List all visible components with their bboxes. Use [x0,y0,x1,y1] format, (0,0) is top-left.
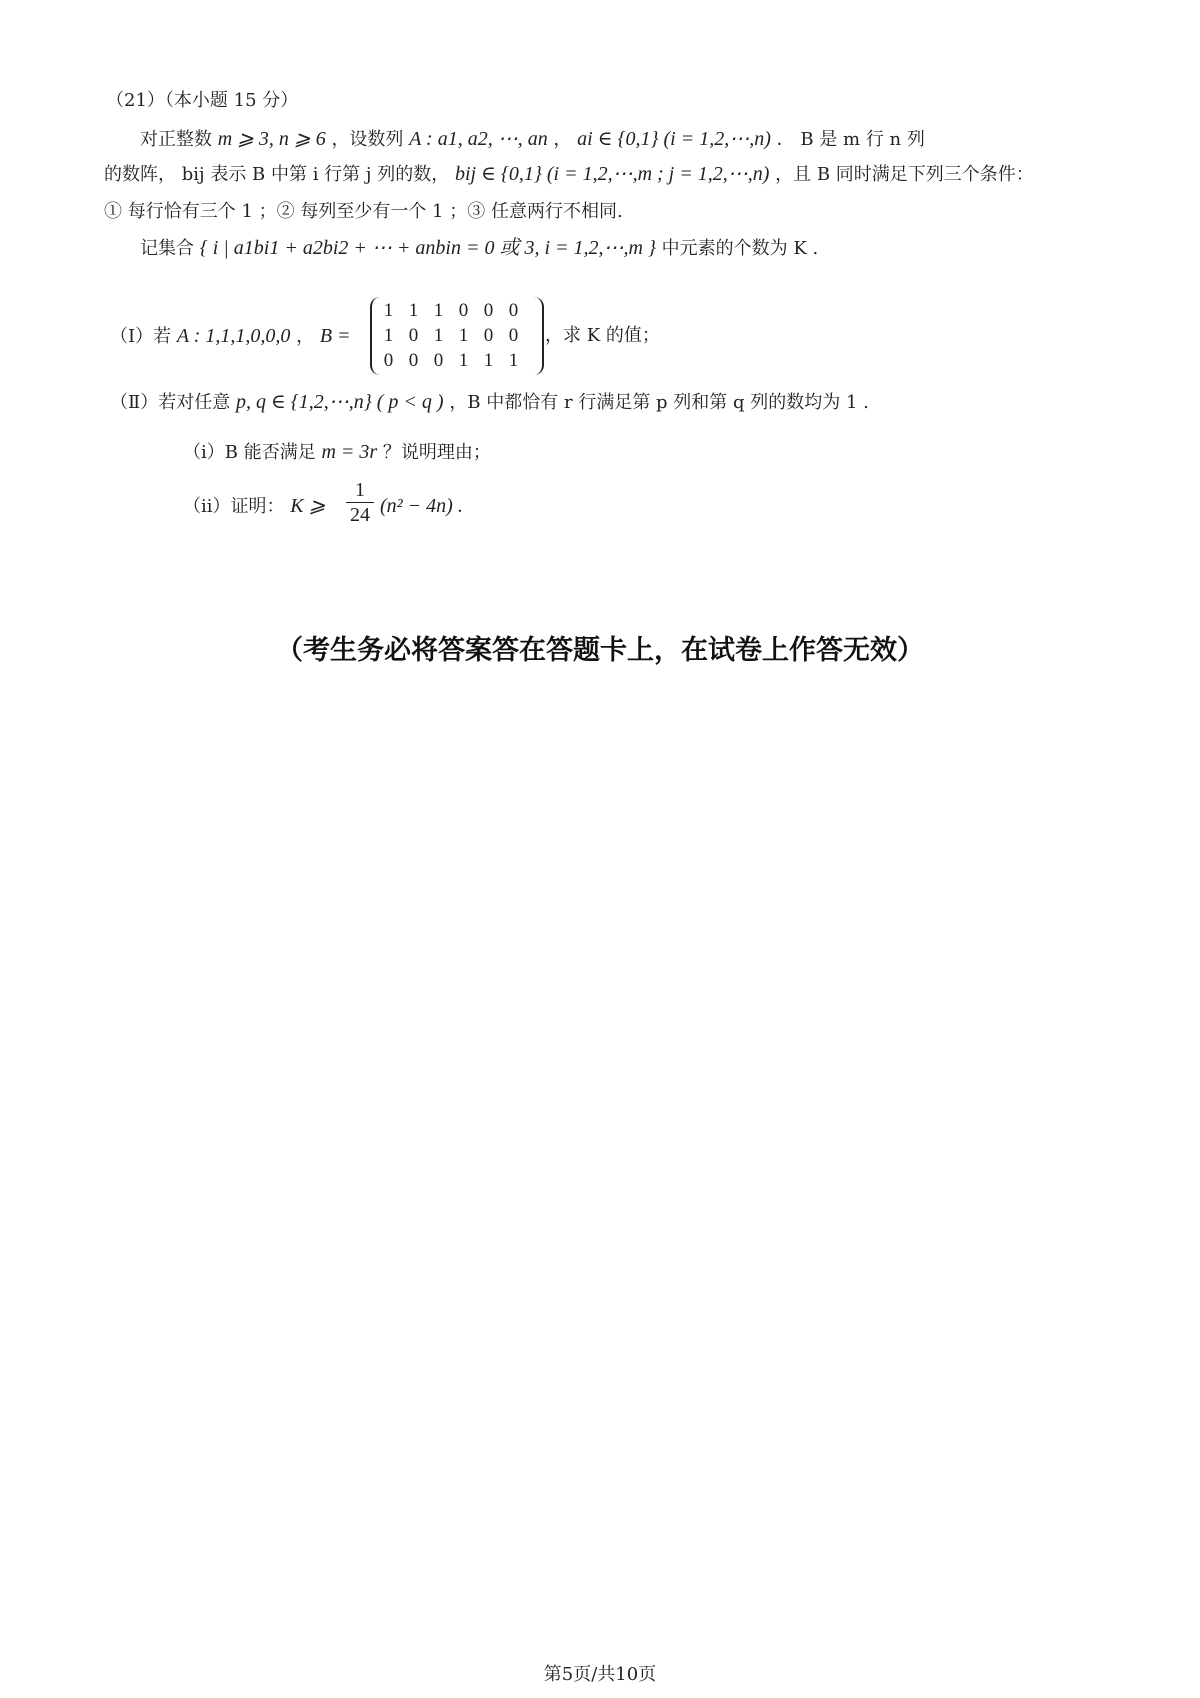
set-definition [140,236,818,261]
intro-text: 对正整数 [140,129,212,150]
sub-i-text: ？说明理由； [382,442,491,463]
matrix-cell: 1 [458,350,469,371]
set-expression: { i | a1bi1 + a2bi2 + ⋯ + anbin = 0 或 3, i = 1,2,⋯,m } [199,237,656,259]
part-1-text: ， [296,326,315,347]
intro-text: ，设数列 [331,129,404,150]
matrix-cell: 1 [433,300,444,321]
matrix-cell: 0 [458,300,469,321]
sequence-a: A : a1, a2, ⋯, an [409,128,548,150]
intro-text: B 是 m 行 n 列 [800,129,925,150]
sub-i-expression: m = 3r [321,441,378,463]
part-2-condition: p, q ∈ {1,2,⋯,n} ( p < q ) [235,391,444,413]
matrix-cell: 1 [508,350,519,371]
matrix-cell: 1 [483,350,494,371]
matrix-cell: 0 [483,300,494,321]
set-text: 记集合 [140,238,194,259]
part-1-sequence: A : 1,1,1,0,0,0 [176,325,291,347]
matrix-cell: 0 [408,325,419,346]
intro-text: ． [776,129,795,150]
matrix-cell: 0 [508,300,519,321]
sub-i-label: （ⅰ）B 能否满足 [183,442,316,463]
part-1-label: （Ⅰ）若 [110,326,172,347]
sequence-domain: ai ∈ {0,1} (i = 1,2,⋯,n) [577,128,771,150]
matrix-row [376,298,526,323]
sub-ii-k: K ⩾ [290,495,326,517]
part-2-label: （Ⅱ）若对任意 [110,392,231,413]
intro-text: bij 表示 B 中第 i 行第 j 列的数， [181,164,450,185]
fraction-denominator: 24 [350,504,370,526]
conditions-line: ① 每行恰有三个 1 ；② 每列至少有一个 1 ；③ 任意两行不相同. [104,201,623,222]
sub-ii-label: （ⅱ）证明： [183,496,285,517]
page-footer: 第5页/共10页 [543,1664,657,1685]
matrix-cell: 1 [408,300,419,321]
matrix-domain: bij ∈ {0,1} (i = 1,2,⋯,m ; j = 1,2,⋯,n) [454,163,770,185]
matrix-cell: 1 [433,325,444,346]
sub-question-ii [183,494,325,519]
part-2-text: ，B 中都恰有 r 行满足第 p 列和第 q 列的数均为 1 . [449,392,869,413]
matrix-row [376,348,526,373]
matrix-cell: 0 [508,325,519,346]
part-1-line [110,324,351,349]
matrix-cell: 0 [408,350,419,371]
matrix-cell: 0 [483,325,494,346]
sub-ii-tail [380,494,463,519]
intro-line-1 [140,127,925,152]
intro-text: ，且 B 同时满足下列三个条件： [775,164,1034,185]
question-header: （21）（本小题 15 分） [106,90,299,111]
exam-notice: （考生务必将答案答在答题卡上，在试卷上作答无效） [276,635,924,666]
part-1-ask: ，求 K 的值； [545,325,660,346]
set-text: 中元素的个数为 K . [661,238,819,259]
sub-ii-expression: (n² − 4n) . [380,495,463,517]
part-1-b-equals: B = [319,325,351,347]
part-2-line [110,390,869,415]
intro-condition: m ⩾ 3, n ⩾ 6 [217,128,326,150]
matrix-cell: 1 [383,325,394,346]
fraction [345,478,375,527]
intro-line-2 [104,162,1034,187]
matrix-cell: 0 [433,350,444,371]
intro-text: ， [553,129,572,150]
sub-question-i [183,440,491,465]
matrix-cell: 0 [383,350,394,371]
intro-text: 的数阵， [104,164,176,185]
matrix-row [376,323,526,348]
matrix-b [370,297,544,375]
matrix-cell: 1 [458,325,469,346]
fraction-numerator: 1 [355,479,365,501]
matrix-cell: 1 [383,300,394,321]
